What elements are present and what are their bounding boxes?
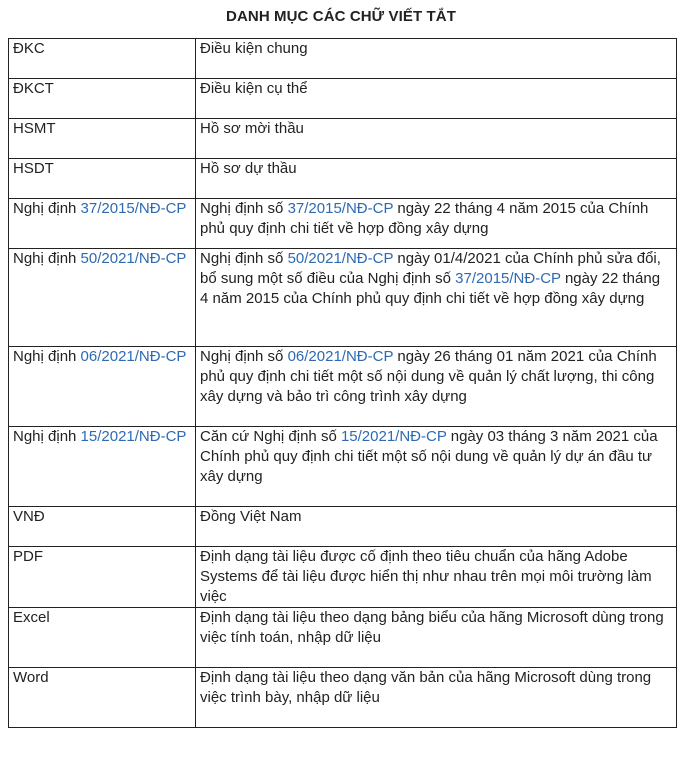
cell-text: Nghị định (13, 428, 81, 445)
cell-text: PDF (13, 548, 43, 565)
abbreviation-term (9, 547, 196, 608)
abbreviation-description (196, 347, 677, 427)
abbreviation-term (9, 427, 196, 507)
abbreviation-description (196, 199, 677, 249)
cell-text: Nghị định (13, 200, 81, 217)
cell-text: ngày 26 tháng 01 năm 2021 của Chính phủ quy định chi tiết một số nội dung về quản lý chất lượng, thi công xây dựng và bảo trì công trình xây dựng (200, 348, 657, 405)
table-row (9, 79, 677, 119)
abbreviation-term (9, 159, 196, 199)
decree-reference-link[interactable]: 15/2021/NĐ-CP (80, 428, 187, 445)
decree-reference-link[interactable]: 50/2021/NĐ-CP (287, 250, 394, 267)
cell-text: Điều kiện cụ thể (200, 80, 308, 97)
cell-text: Điều kiện chung (200, 40, 308, 57)
table-row (9, 427, 677, 507)
cell-text: Căn cứ Nghị định số (200, 428, 341, 445)
decree-reference-link[interactable]: 37/2015/NĐ-CP (287, 200, 394, 217)
decree-reference-link[interactable]: 50/2021/NĐ-CP (80, 250, 187, 267)
abbreviation-term (9, 347, 196, 427)
abbreviation-term (9, 39, 196, 79)
abbreviation-table-body (9, 39, 677, 728)
cell-text: Hồ sơ dự thầu (200, 160, 297, 177)
cell-text: Nghị định (13, 250, 81, 267)
table-row (9, 199, 677, 249)
cell-text: Hồ sơ mời thầu (200, 120, 304, 137)
cell-text: ngày 01/4/2021 của Chính phủ sửa đổi, bổ sung một số điều của Nghị định số (200, 250, 661, 287)
abbreviation-description (196, 249, 677, 347)
abbreviation-table (8, 38, 677, 728)
abbreviation-term (9, 119, 196, 159)
cell-text: ĐKC (13, 40, 45, 57)
table-row (9, 668, 677, 728)
abbreviation-description (196, 119, 677, 159)
cell-text: Word (13, 669, 49, 686)
abbreviation-term (9, 668, 196, 728)
abbreviation-description (196, 547, 677, 608)
abbreviation-term (9, 507, 196, 547)
cell-text: Nghị định (13, 348, 81, 365)
cell-text: Định dạng tài liệu được cố định theo tiêu chuẩn của hãng Adobe Systems để tài liệu được hiển thị như nhau trên mọi môi trường làm việc (200, 548, 652, 605)
table-row (9, 347, 677, 427)
cell-text: Nghị định số (200, 348, 288, 365)
decree-reference-link[interactable]: 37/2015/NĐ-CP (80, 200, 187, 217)
cell-text: Định dạng tài liệu theo dạng bảng biểu của hãng Microsoft dùng trong việc tính toán, nhập dữ liệu (200, 609, 664, 646)
abbreviation-description (196, 427, 677, 507)
table-row (9, 249, 677, 347)
table-row (9, 608, 677, 668)
abbreviation-description (196, 79, 677, 119)
abbreviation-description (196, 608, 677, 668)
page-title: DANH MỤC CÁC CHỮ VIẾT TẮT (226, 8, 456, 25)
table-row (9, 507, 677, 547)
table-row (9, 159, 677, 199)
decree-reference-link[interactable]: 06/2021/NĐ-CP (80, 348, 187, 365)
cell-text: Đồng Việt Nam (200, 508, 302, 525)
abbreviation-description (196, 39, 677, 79)
cell-text: ngày 22 tháng 4 năm 2015 của Chính phủ quy định chi tiết về hợp đồng xây dựng (200, 270, 661, 307)
abbreviation-term (9, 249, 196, 347)
cell-text: Nghị định số (200, 200, 288, 217)
cell-text: HSDT (13, 160, 54, 177)
abbreviation-description (196, 507, 677, 547)
abbreviation-term (9, 608, 196, 668)
abbreviation-description (196, 159, 677, 199)
cell-text: ngày 03 tháng 3 năm 2021 của Chính phủ quy định chi tiết một số nội dung về quản lý dự án đầu tư xây dựng (200, 428, 658, 485)
abbreviation-term (9, 79, 196, 119)
cell-text: Định dạng tài liệu theo dạng văn bản của hãng Microsoft dùng trong việc trình bày, nhập dữ liệu (200, 669, 652, 706)
decree-reference-link[interactable]: 06/2021/NĐ-CP (287, 348, 394, 365)
table-row (9, 119, 677, 159)
decree-reference-link[interactable]: 37/2015/NĐ-CP (455, 270, 561, 287)
cell-text: VNĐ (13, 508, 45, 525)
abbreviation-description (196, 668, 677, 728)
cell-text: HSMT (13, 120, 56, 137)
decree-reference-link[interactable]: 15/2021/NĐ-CP (340, 428, 447, 445)
cell-text: ĐKCT (13, 80, 54, 97)
table-row (9, 547, 677, 608)
abbreviation-term (9, 199, 196, 249)
table-row (9, 39, 677, 79)
cell-text: Nghị định số (200, 250, 288, 267)
cell-text: Excel (13, 609, 50, 626)
cell-text: ngày 22 tháng 4 năm 2015 của Chính phủ quy định chi tiết về hợp đồng xây dựng (200, 200, 649, 237)
